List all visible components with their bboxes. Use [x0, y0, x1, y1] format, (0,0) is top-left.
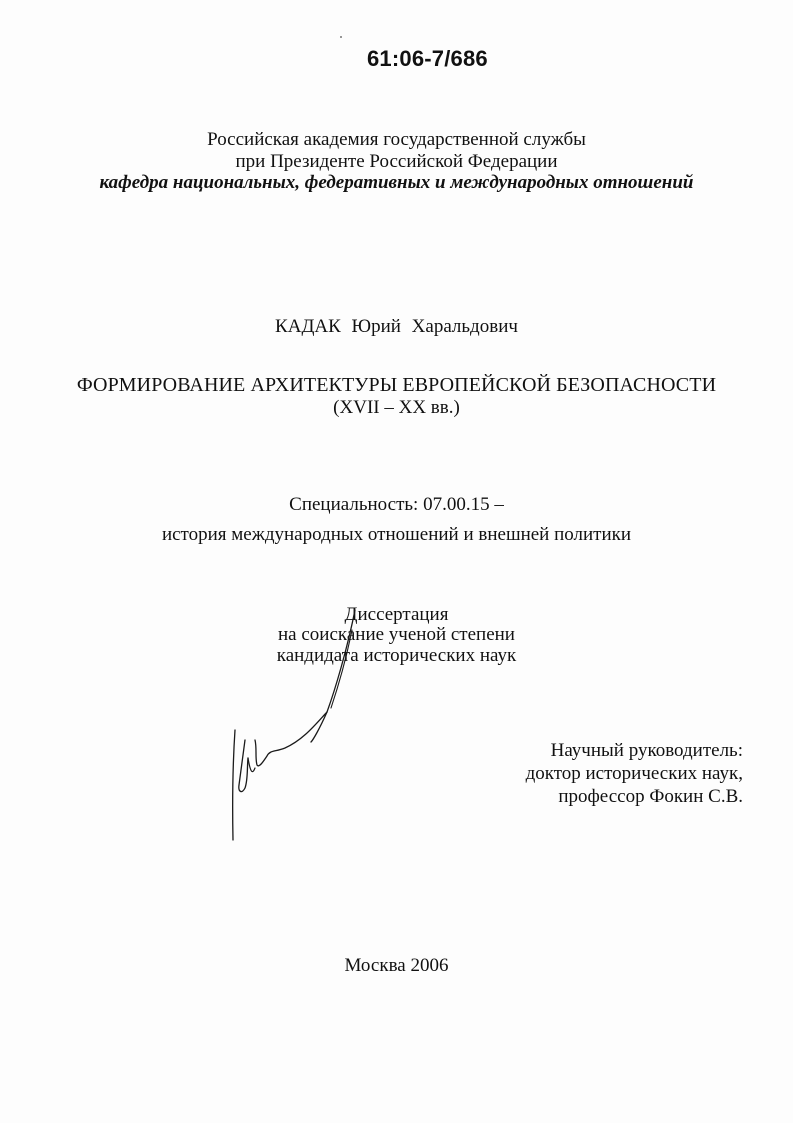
scan-speck [340, 36, 342, 38]
author-name: КАДАК Юрий Харальдович [275, 316, 518, 337]
degree-line-2: кандидата исторических наук [276, 645, 517, 666]
catalog-number: 61:06-7/686 [367, 46, 488, 71]
handwritten-signature [215, 590, 375, 870]
city-year: Москва 2006 [344, 955, 449, 976]
dissertation-title: ФОРМИРОВАНИЕ АРХИТЕКТУРЫ ЕВРОПЕЙСКОЙ БЕЗОПАСНОСТИ [76, 374, 717, 396]
dissertation-label: Диссертация [344, 604, 449, 625]
specialty-name: история международных отношений и внешней политики [161, 524, 632, 545]
supervisor-degree: доктор исторических наук, [525, 763, 743, 784]
supervisor-label: Научный руководитель: [550, 740, 743, 761]
supervisor-name: профессор Фокин С.В. [558, 786, 743, 807]
degree-line-1: на соискание ученой степени [278, 624, 515, 645]
organization-line-1: Российская академия государственной службы [207, 129, 586, 150]
department-name: кафедра национальных, федеративных и международных отношений [99, 172, 694, 193]
dissertation-period: (XVII – XX вв.) [333, 397, 460, 418]
organization-line-2: при Президенте Российской Федерации [235, 151, 558, 172]
specialty-code: Специальность: 07.00.15 – [289, 494, 504, 515]
